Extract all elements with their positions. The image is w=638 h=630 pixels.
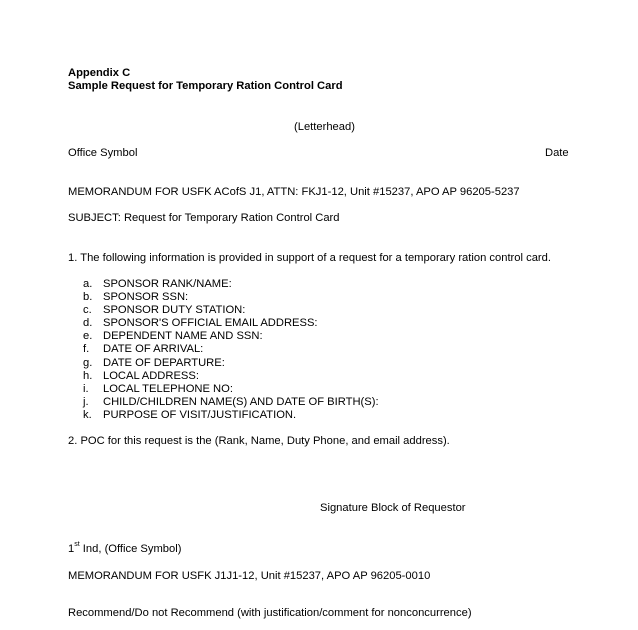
office-symbol: Office Symbol bbox=[68, 147, 138, 159]
list-item-text: DATE OF DEPARTURE: bbox=[103, 356, 225, 369]
list-item bbox=[83, 343, 379, 356]
list-item bbox=[83, 317, 379, 330]
list-item bbox=[83, 291, 379, 304]
list-item bbox=[83, 330, 379, 343]
recommend-line: Recommend/Do not Recommend (with justification/comment for nonconcurrence) bbox=[68, 607, 472, 619]
info-list bbox=[83, 278, 379, 422]
list-item-text: SPONSOR DUTY STATION: bbox=[103, 304, 246, 317]
letterhead-placeholder: (Letterhead) bbox=[294, 121, 355, 133]
list-item-marker: f. bbox=[83, 343, 90, 356]
list-item bbox=[83, 357, 379, 370]
list-item-text: LOCAL ADDRESS: bbox=[103, 369, 199, 382]
indorsement-line bbox=[68, 543, 181, 556]
document-title: Sample Request for Temporary Ration Control Card bbox=[68, 80, 343, 92]
list-item-text: LOCAL TELEPHONE NO: bbox=[103, 382, 233, 395]
memorandum-for-line-2: MEMORANDUM FOR USFK J1J1-12, Unit #15237, APO AP 96205-0010 bbox=[68, 570, 431, 582]
list-item bbox=[83, 304, 379, 317]
list-item-text: CHILD/CHILDREN NAME(S) AND DATE OF BIRTH(S): bbox=[103, 395, 379, 408]
signature-block: Signature Block of Requestor bbox=[320, 502, 466, 514]
paragraph-2: 2. POC for this request is the (Rank, Name, Duty Phone, and email address). bbox=[68, 435, 450, 447]
indorsement-ordinal: st bbox=[74, 541, 80, 549]
subject-line: SUBJECT: Request for Temporary Ration Control Card bbox=[68, 212, 340, 224]
indorsement-office-symbol: Ind, (Office Symbol) bbox=[79, 543, 182, 555]
list-item-text: PURPOSE OF VISIT/JUSTIFICATION. bbox=[103, 408, 297, 421]
list-item-marker: a. bbox=[83, 278, 93, 290]
indorsement-number: 1 bbox=[68, 543, 75, 555]
list-item-marker: i. bbox=[83, 382, 89, 395]
list-item bbox=[83, 370, 379, 383]
list-item-marker: g. bbox=[83, 356, 93, 369]
list-item-text: SPONSOR'S OFFICIAL EMAIL ADDRESS: bbox=[103, 317, 318, 330]
list-item-marker: c. bbox=[83, 304, 92, 317]
list-item-text: SPONSOR RANK/NAME: bbox=[103, 278, 232, 290]
appendix-label: Appendix C bbox=[68, 67, 131, 79]
list-item-marker: d. bbox=[83, 317, 93, 330]
list-item bbox=[83, 396, 379, 409]
paragraph-1: 1. The following information is provided in support of a request for a temporary ration control card. bbox=[68, 252, 551, 264]
list-item-marker: j. bbox=[83, 395, 89, 408]
list-item-text: SPONSOR SSN: bbox=[103, 291, 189, 304]
list-item-marker: k. bbox=[83, 408, 92, 421]
list-item-marker: h. bbox=[83, 369, 93, 382]
list-item-text: DATE OF ARRIVAL: bbox=[103, 343, 204, 356]
list-item-marker: e. bbox=[83, 330, 93, 343]
date-placeholder: Date bbox=[545, 147, 569, 159]
list-item bbox=[83, 409, 379, 422]
list-item-text: DEPENDENT NAME AND SSN: bbox=[103, 330, 263, 343]
memorandum-for-line: MEMORANDUM FOR USFK ACofS J1, ATTN: FKJ1-12, Unit #15237, APO AP 96205-5237 bbox=[68, 186, 520, 198]
list-item-marker: b. bbox=[83, 291, 93, 304]
list-item bbox=[83, 383, 379, 396]
list-item bbox=[83, 278, 379, 291]
